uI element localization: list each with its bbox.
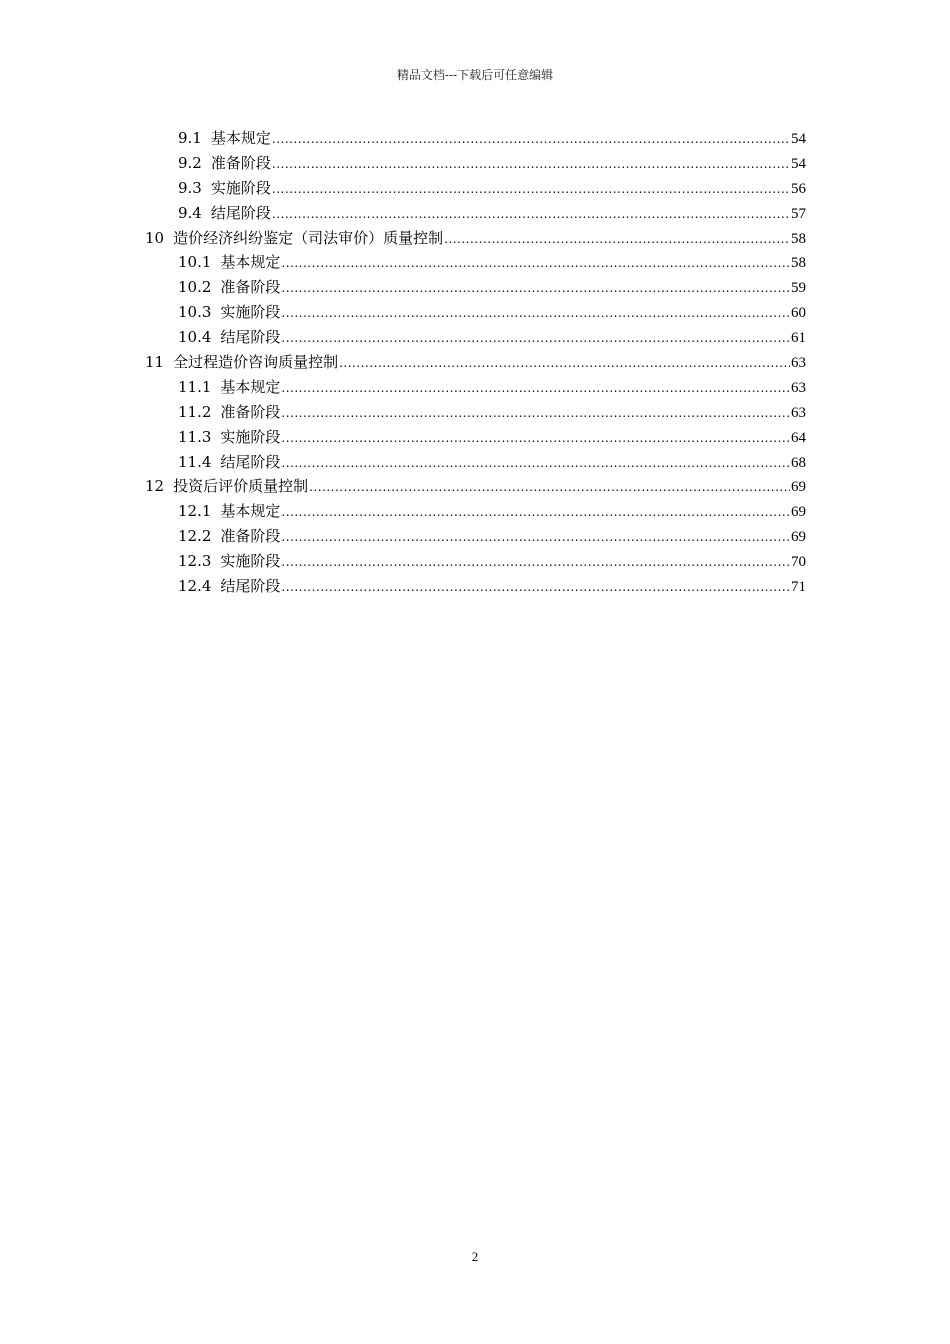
toc-entry-number: 12.3 bbox=[178, 552, 212, 571]
toc-entry-title: 实施阶段 bbox=[210, 178, 271, 197]
toc-entry-number: 12.4 bbox=[178, 577, 212, 596]
toc-entry-page: 63 bbox=[791, 355, 806, 372]
toc-entry-12-3[interactable] bbox=[145, 549, 806, 574]
toc-entry-page: 69 bbox=[791, 504, 806, 521]
toc-dot-leader bbox=[281, 326, 790, 351]
toc-dot-leader bbox=[272, 202, 790, 227]
toc-dot-leader bbox=[281, 525, 790, 550]
toc-entry-page: 71 bbox=[791, 579, 806, 596]
toc-dot-leader bbox=[281, 251, 790, 276]
toc-entry-page: 64 bbox=[791, 429, 806, 446]
toc-dot-leader bbox=[281, 451, 790, 476]
page-number: 2 bbox=[471, 1249, 479, 1264]
toc-entry-number: 11 bbox=[145, 353, 165, 372]
toc-entry-page: 54 bbox=[791, 131, 806, 147]
toc-dot-leader bbox=[281, 500, 790, 525]
toc-entry-number: 11.1 bbox=[178, 377, 212, 396]
toc-entry-9-1[interactable] bbox=[145, 126, 806, 151]
toc-entry-9-3[interactable] bbox=[145, 176, 806, 201]
toc-entry-page: 63 bbox=[791, 379, 806, 396]
toc-entry-9-2[interactable] bbox=[145, 151, 806, 176]
toc-dot-leader bbox=[272, 127, 790, 152]
page-header: 精品文档---下载后可任意编辑 bbox=[396, 68, 554, 82]
toc-entry-title: 实施阶段 bbox=[220, 303, 281, 322]
toc-entry-number: 12.2 bbox=[178, 527, 212, 546]
toc-entry-page: 58 bbox=[791, 255, 806, 272]
toc-entry-number: 9.4 bbox=[178, 203, 202, 222]
toc-dot-leader bbox=[339, 351, 790, 376]
toc-entry-page: 57 bbox=[791, 205, 806, 222]
toc-entry-11-2[interactable] bbox=[145, 400, 806, 425]
toc-entry-11-1[interactable] bbox=[145, 375, 806, 400]
toc-entry-page: 69 bbox=[791, 529, 806, 546]
toc-entry-number: 10.3 bbox=[178, 303, 212, 322]
toc-entry-12-1[interactable] bbox=[145, 499, 806, 524]
toc-entry-page: 63 bbox=[791, 404, 806, 421]
toc-entry-title: 基本规定 bbox=[220, 377, 281, 396]
toc-dot-leader bbox=[281, 550, 790, 575]
toc-entry-page: 59 bbox=[791, 280, 806, 297]
toc-entry-page: 58 bbox=[791, 230, 806, 247]
toc-dot-leader bbox=[272, 177, 790, 202]
toc-entry-number: 11.2 bbox=[178, 402, 212, 421]
toc-entry-number: 9.2 bbox=[178, 153, 202, 172]
toc-entry-title: 造价经济纠纷鉴定（司法审价）质量控制 bbox=[173, 228, 444, 247]
toc-entry-title: 结尾阶段 bbox=[220, 452, 281, 471]
toc-entry-12-4[interactable] bbox=[145, 574, 806, 599]
toc-entry-9-4[interactable] bbox=[145, 201, 806, 226]
toc-dot-leader bbox=[281, 426, 790, 451]
toc-entry-page: 54 bbox=[791, 155, 806, 172]
toc-entry-title: 实施阶段 bbox=[220, 427, 281, 446]
toc-entry-number: 10.2 bbox=[178, 278, 212, 297]
toc-entry-title: 基本规定 bbox=[220, 253, 281, 272]
toc-dot-leader bbox=[281, 376, 790, 401]
toc-entry-10-4[interactable] bbox=[145, 325, 806, 350]
toc-entry-title: 投资后评价质量控制 bbox=[173, 477, 309, 496]
table-of-contents bbox=[145, 126, 806, 599]
toc-entry-title: 准备阶段 bbox=[220, 402, 281, 421]
toc-entry-11-4[interactable] bbox=[145, 450, 806, 475]
toc-entry-page: 60 bbox=[791, 305, 806, 322]
toc-entry-10-1[interactable] bbox=[145, 250, 806, 275]
toc-entry-10-3[interactable] bbox=[145, 300, 806, 325]
toc-entry-title: 实施阶段 bbox=[220, 552, 281, 571]
toc-entry-number: 12 bbox=[145, 477, 165, 496]
toc-entry-number: 10.1 bbox=[178, 253, 212, 272]
toc-entry-title: 结尾阶段 bbox=[220, 328, 281, 347]
toc-entry-number: 10 bbox=[145, 228, 165, 247]
toc-entry-title: 基本规定 bbox=[220, 502, 281, 521]
toc-entry-page: 68 bbox=[791, 454, 806, 471]
toc-entry-10-2[interactable] bbox=[145, 275, 806, 300]
toc-entry-11[interactable] bbox=[145, 350, 806, 375]
toc-entry-title: 结尾阶段 bbox=[210, 203, 271, 222]
toc-entry-title: 准备阶段 bbox=[220, 278, 281, 297]
toc-entry-number: 9.1 bbox=[178, 129, 202, 147]
toc-dot-leader bbox=[272, 152, 790, 177]
toc-dot-leader bbox=[281, 301, 790, 326]
toc-entry-title: 准备阶段 bbox=[220, 527, 281, 546]
toc-entry-title: 准备阶段 bbox=[210, 153, 271, 172]
toc-entry-title: 全过程造价咨询质量控制 bbox=[173, 353, 339, 372]
toc-dot-leader bbox=[444, 227, 790, 252]
toc-entry-page: 69 bbox=[791, 479, 806, 496]
toc-entry-title: 结尾阶段 bbox=[220, 577, 281, 596]
toc-entry-11-3[interactable] bbox=[145, 425, 806, 450]
toc-entry-number: 10.4 bbox=[178, 328, 212, 347]
toc-dot-leader bbox=[281, 276, 790, 301]
toc-entry-12-2[interactable] bbox=[145, 524, 806, 549]
toc-entry-number: 11.3 bbox=[178, 427, 212, 446]
toc-entry-number: 12.1 bbox=[178, 502, 212, 521]
toc-entry-12[interactable] bbox=[145, 474, 806, 499]
toc-entry-page: 56 bbox=[791, 180, 806, 197]
toc-entry-page: 70 bbox=[791, 554, 806, 571]
toc-dot-leader bbox=[281, 401, 790, 426]
toc-entry-number: 11.4 bbox=[178, 452, 212, 471]
toc-entry-page: 61 bbox=[791, 330, 806, 347]
toc-entry-title: 基本规定 bbox=[210, 129, 271, 147]
toc-dot-leader bbox=[309, 475, 790, 500]
toc-entry-number: 9.3 bbox=[178, 178, 202, 197]
toc-dot-leader bbox=[281, 575, 790, 600]
toc-entry-10[interactable] bbox=[145, 226, 806, 251]
